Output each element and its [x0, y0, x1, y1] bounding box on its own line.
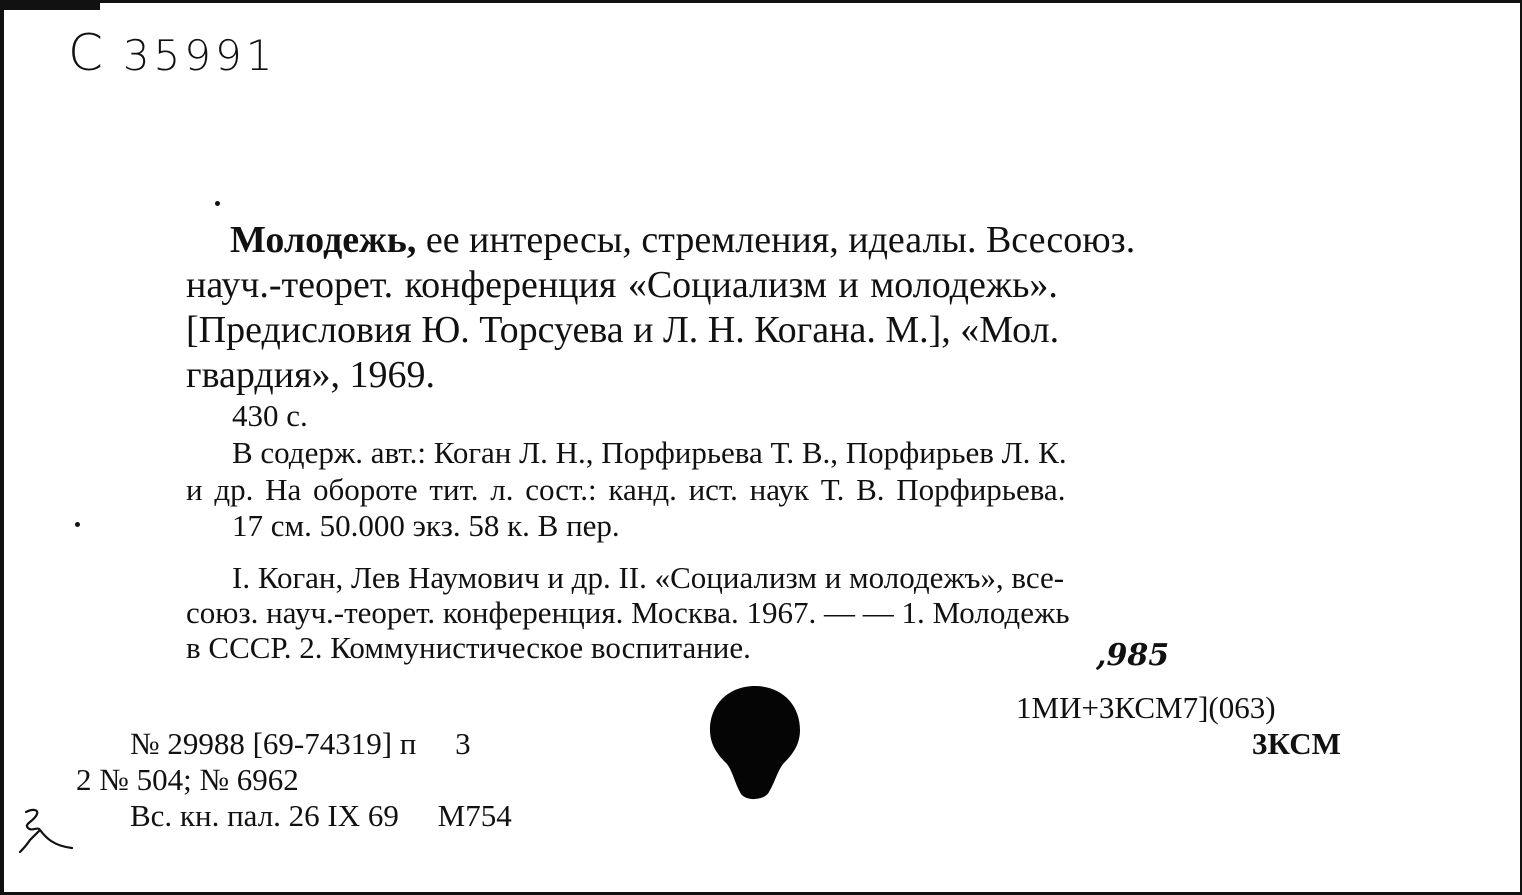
contents-line-3: 17 см. 50.000 экз. 58 к. В пер. [232, 508, 620, 543]
contents-line-1: В содерж. авт.: Коган Л. Н., Порфирьева Т. В., Порфирьев Л. К. [232, 435, 1067, 470]
speck [215, 201, 220, 206]
punch-hole [709, 684, 801, 804]
handwritten-signature [18, 806, 78, 854]
classification-line-2: 3КСМ [1252, 726, 1341, 761]
scan-edge-shadow [0, 0, 100, 10]
title-line-3: [Предисловия Ю. Торсуева и Л. Н. Когана. М.], «Мол. [186, 309, 1060, 351]
title-line-4: гвардия», 1969. [186, 354, 436, 396]
handwritten-number: ,985 [1096, 638, 1170, 673]
tracings-line-3: в СССР. 2. Коммунистическое воспитание. [186, 630, 751, 665]
order-line-1: № 29988 [69-74319] п 3 [130, 726, 471, 761]
title-main: Молодежь, [230, 219, 417, 261]
contents-line-2: и др. На обороте тит. л. сост.: канд. ист. наук Т. В. Порфирьева. [186, 472, 1066, 507]
page-count: 430 с. [232, 398, 308, 433]
call-digits: 35991 [122, 31, 277, 80]
order-line-2: 2 № 504; № 6962 [76, 762, 299, 797]
title-line-2: науч.-теорет. конференция «Социализм и молодежь». [186, 264, 1058, 306]
title-rest: ее интересы, стремления, идеалы. Всесоюз. [425, 219, 1136, 261]
tracings-line-2: союз. науч.-теорет. конференция. Москва. 1967. — — 1. Молодежь [186, 595, 1070, 630]
order-line-3: Вс. кн. пал. 26 IX 69 М754 [130, 798, 512, 833]
tracings-line-1: I. Коган, Лев Наумович и др. II. «Социализм и молодежъ», все- [232, 560, 1065, 595]
title-line-1 [230, 218, 1135, 262]
speck [75, 522, 80, 527]
call-number [68, 24, 276, 82]
classification-line-1: 1МИ+3КСМ7](063) [1016, 690, 1276, 725]
call-prefix: C [68, 24, 105, 82]
